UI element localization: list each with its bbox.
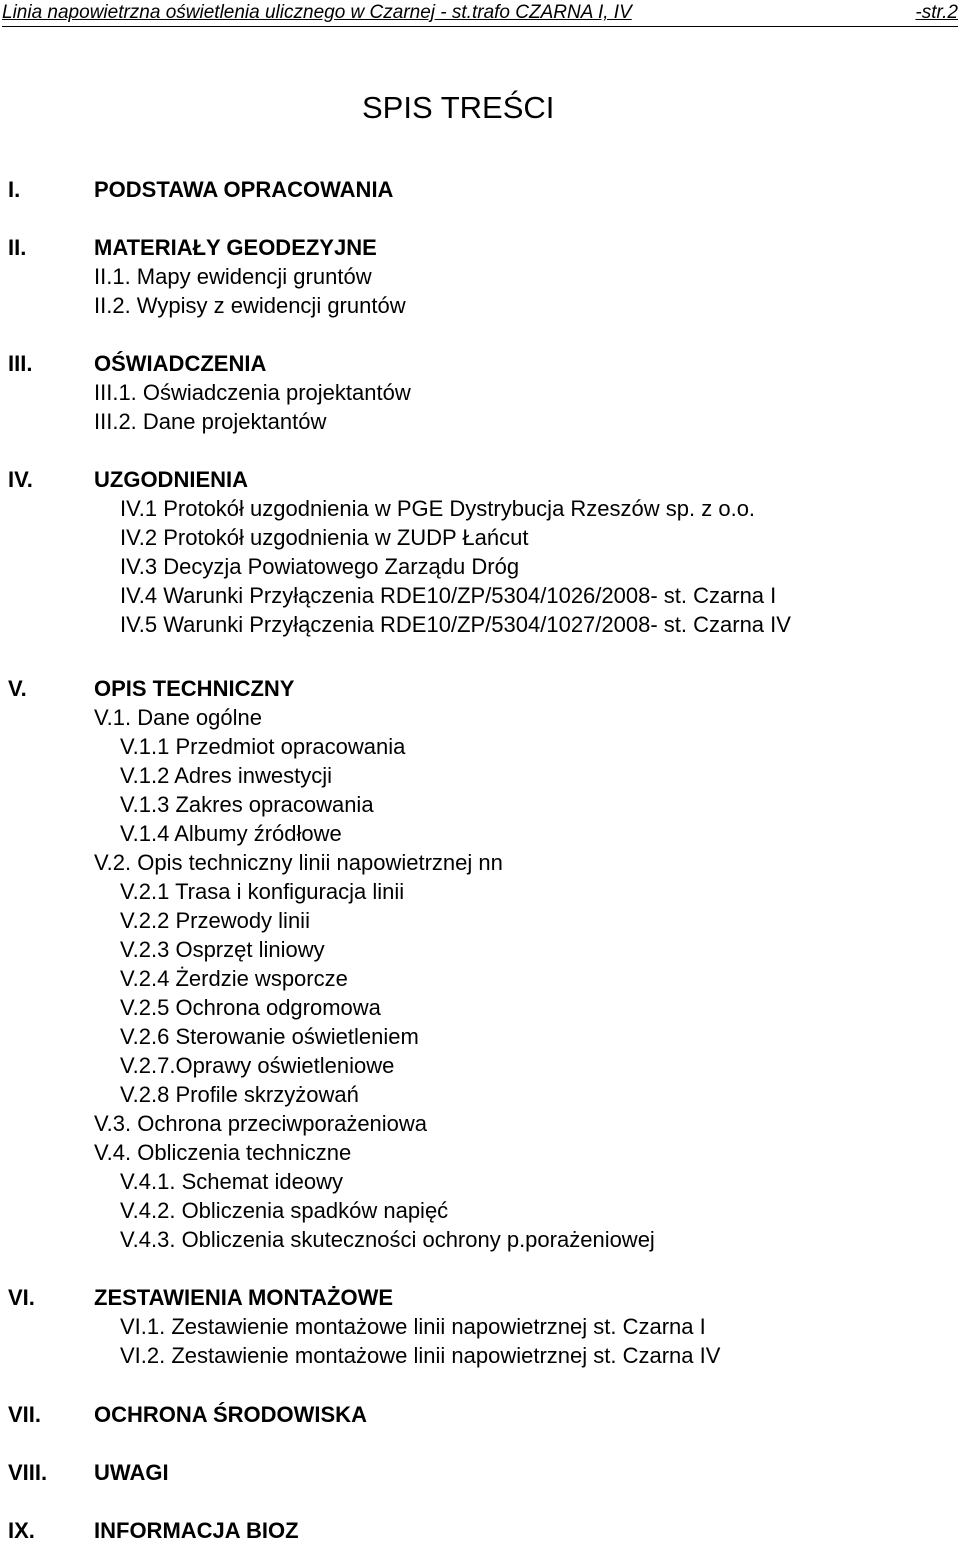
toc-item-text: VI.1. Zestawienie montażowe linii napowietrznej st. Czarna I [120,1314,706,1339]
toc-item-text: V.1.1 Przedmiot opracowania [120,734,406,759]
toc-section [0,1516,960,1545]
header-page-number: -str.2 [915,2,958,23]
toc-item [0,1109,960,1138]
toc-item-text: V.2.8 Profile skrzyżowań [120,1082,359,1107]
toc-item [0,494,960,523]
toc-item [0,790,960,819]
toc-item [0,993,960,1022]
toc-section [0,674,960,703]
toc-item-text: V.4.2. Obliczenia spadków napięć [120,1198,449,1223]
toc-item-text: V.1.4 Albumy źródłowe [120,821,342,846]
toc-section [0,175,960,204]
toc-section [0,1283,960,1312]
toc-item [0,291,960,320]
toc-item [0,732,960,761]
section-number: VIII. [8,1460,48,1485]
page-title: SPIS TREŚCI [362,90,555,125]
toc-item [0,1196,960,1225]
toc-item [0,906,960,935]
toc-section [0,233,960,262]
toc-section [0,1458,960,1487]
toc-item-text: V.1.2 Adres inwestycji [120,763,332,788]
toc-item-text: V.2.6 Sterowanie oświetleniem [120,1024,419,1049]
section-title: OPIS TECHNICZNY [94,676,295,701]
toc-item [0,935,960,964]
toc-item [0,819,960,848]
toc-item-text: II.1. Mapy ewidencji gruntów [94,264,372,289]
toc-section [0,1400,960,1429]
toc-item-text: V.2.7.Oprawy oświetleniowe [120,1053,395,1078]
section-title: PODSTAWA OPRACOWANIA [94,177,394,202]
toc-item [0,610,960,639]
toc-item-text: V.1.3 Zakres opracowania [120,792,374,817]
toc-item-text: V.1. Dane ogólne [94,705,262,730]
section-title: OŚWIADCZENIA [94,351,267,376]
toc-item-text: III.1. Oświadczenia projektantów [94,380,411,405]
toc-item-text: IV.3 Decyzja Powiatowego Zarządu Dróg [120,554,520,579]
section-title: ZESTAWIENIA MONTAŻOWE [94,1285,394,1310]
section-number: IV. [8,467,33,492]
header-document-title: Linia napowietrzna oświetlenia ulicznego w Czarnej - st.trafo CZARNA I, IV [2,2,632,23]
toc-item [0,1051,960,1080]
toc-item-text: IV.4 Warunki Przyłączenia RDE10/ZP/5304/1026/2008- st. Czarna I [120,583,777,608]
section-number: V. [8,676,27,701]
toc-item-text: V.2.3 Osprzęt liniowy [120,937,325,962]
toc-section [0,465,960,494]
section-number: VII. [8,1402,42,1427]
toc-item-text: V.4.1. Schemat ideowy [120,1169,343,1194]
toc-item [0,703,960,732]
toc-item-text: VI.2. Zestawienie montażowe linii napowietrznej st. Czarna IV [120,1343,721,1368]
toc-item-text: II.2. Wypisy z ewidencji gruntów [94,293,406,318]
toc-item [0,1138,960,1167]
toc-item [0,581,960,610]
toc-item [0,407,960,436]
toc-item-text: V.3. Ochrona przeciwporażeniowa [94,1111,428,1136]
toc-item [0,262,960,291]
section-number: I. [8,177,21,202]
toc-item [0,1022,960,1051]
section-number: VI. [8,1285,35,1310]
toc-item-text: V.2. Opis techniczny linii napowietrznej nn [94,850,503,875]
section-title: INFORMACJA BIOZ [94,1518,299,1543]
toc-item-text: V.2.1 Trasa i konfiguracja linii [120,879,405,904]
section-title: OCHRONA ŚRODOWISKA [94,1402,367,1427]
toc-item [0,1341,960,1370]
toc-item-text: V.4.3. Obliczenia skuteczności ochrony p.porażeniowej [120,1227,655,1252]
toc-item-text: IV.5 Warunki Przyłączenia RDE10/ZP/5304/1027/2008- st. Czarna IV [120,612,791,637]
toc-item [0,523,960,552]
toc-item [0,1312,960,1341]
page-header [2,0,958,27]
toc-item-text: V.2.5 Ochrona odgromowa [120,995,381,1020]
toc-item-text: IV.2 Protokół uzgodnienia w ZUDP Łańcut [120,525,529,550]
toc-item [0,378,960,407]
section-number: II. [8,235,27,260]
toc-section [0,349,960,378]
toc-item [0,877,960,906]
toc-item-text: IV.1 Protokół uzgodnienia w PGE Dystrybucja Rzeszów sp. z o.o. [120,496,756,521]
section-title: UZGODNIENIA [94,467,248,492]
toc-item [0,761,960,790]
toc-item [0,848,960,877]
section-title: MATERIAŁY GEODEZYJNE [94,235,377,260]
toc-item-text: V.4. Obliczenia techniczne [94,1140,352,1165]
toc-item-text: V.2.4 Żerdzie wsporcze [120,966,348,991]
toc-item [0,1225,960,1254]
section-number: IX. [8,1518,35,1543]
toc-item [0,552,960,581]
toc-item [0,1167,960,1196]
toc-item [0,964,960,993]
toc-item-text: V.2.2 Przewody linii [120,908,310,933]
section-title: UWAGI [94,1460,169,1485]
toc-item [0,1080,960,1109]
toc-item-text: III.2. Dane projektantów [94,409,327,434]
section-number: III. [8,351,33,376]
